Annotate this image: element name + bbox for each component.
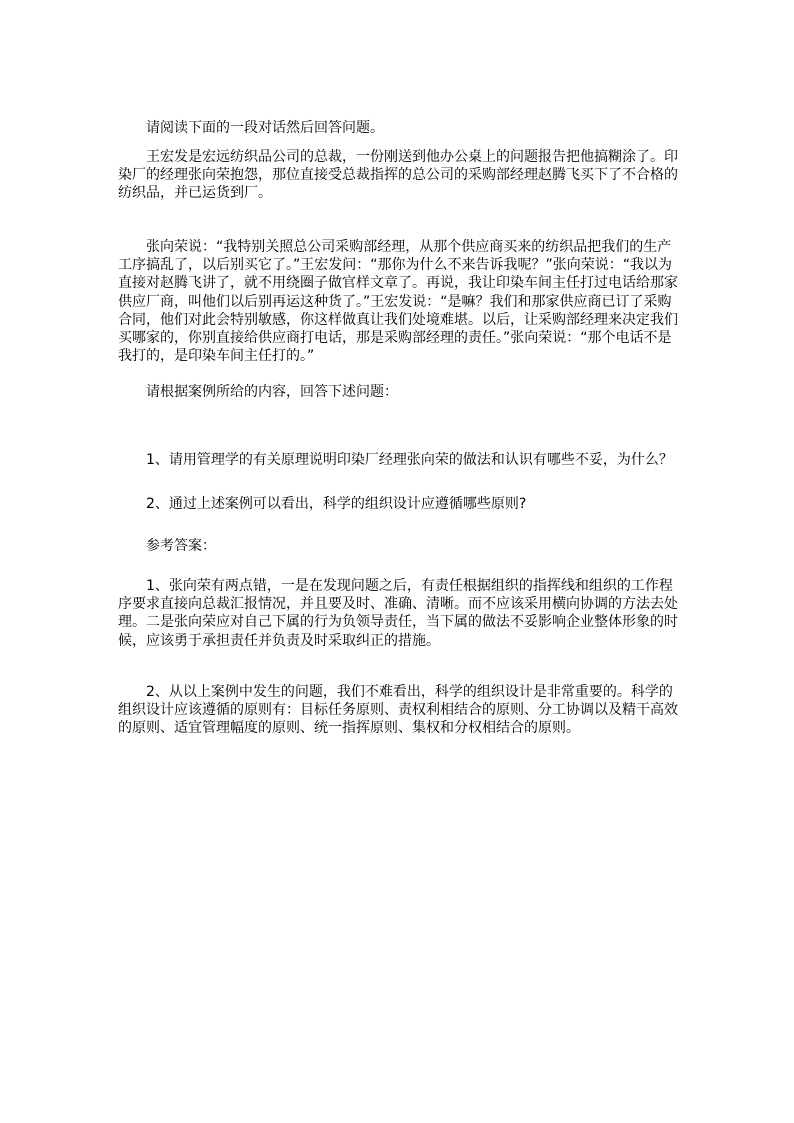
question-prompt: 请根据案例所给的内容，回答下述问题： — [146, 384, 398, 400]
answer-heading: 参考答案： — [146, 538, 216, 554]
question-2: 2、通过上述案例可以看出，科学的组织设计应遵循哪些原则? — [146, 496, 527, 512]
answer-2: 2、从以上案例中发生的问题，我们不难看出，科学的组织设计是非常重要的。科学的组织设计应该遵循的原则有：目标任务原则、责权利相结合的原则、分工协调以及精干高效的原则、适宜管理幅度的原则、统一指挥原则、集权和分权相结合的原则。 — [118, 684, 678, 737]
case-intro-paragraph: 王宏发是宏远纺织品公司的总裁，一份刚送到他办公桌上的问题报告把他搞糊涂了。印染厂的经理张向荣抱怨，那位直接受总裁指挥的总公司的采购部经理赵腾飞买下了不合格的纺织品，并已运货到厂。 — [118, 149, 678, 202]
answer-1: 1、张向荣有两点错，一是在发现问题之后，有责任根据组织的指挥线和组织的工作程序要求直接向总裁汇报情况，并且要及时、准确、清晰。而不应该采用横向协调的方法去处理。二是张向荣应对自己下属的行为负领导责任，当下属的做法不妥影响企业整体形象的时候，应该勇于承担责任并负责及时采取纠正的措施。 — [118, 578, 678, 649]
instruction-paragraph: 请阅读下面的一段对话然后回答问题。 — [146, 120, 384, 136]
dialogue-paragraph: 张向荣说：“我特别关照总公司采购部经理，从那个供应商买来的纺织品把我们的生产工序搞乱了，以后别买它了。”王宏发问：“那你为什么不来告诉我呢？”张向荣说：“我以为直接对赵腾飞讲了，就不用绕圈子做官样文章了。再说，我让印染车间主任打过电话给那家供应厂商，叫他们以后别再运这种货了。”王宏发说：“是嘛？我们和那家供应商已订了采购合同，他们对此会特别敏感，你这样做真让我们处境难堪。以后，让采购部经理来决定我们买哪家的，你别直接给供应商打电话，那是采购部经理的责任。”张向荣说：“那个电话不是我打的，是印染车间主任打的。” — [118, 239, 678, 365]
question-1: 1、请用管理学的有关原理说明印染厂经理张向荣的做法和认识有哪些不妥，为什么？ — [146, 452, 673, 468]
